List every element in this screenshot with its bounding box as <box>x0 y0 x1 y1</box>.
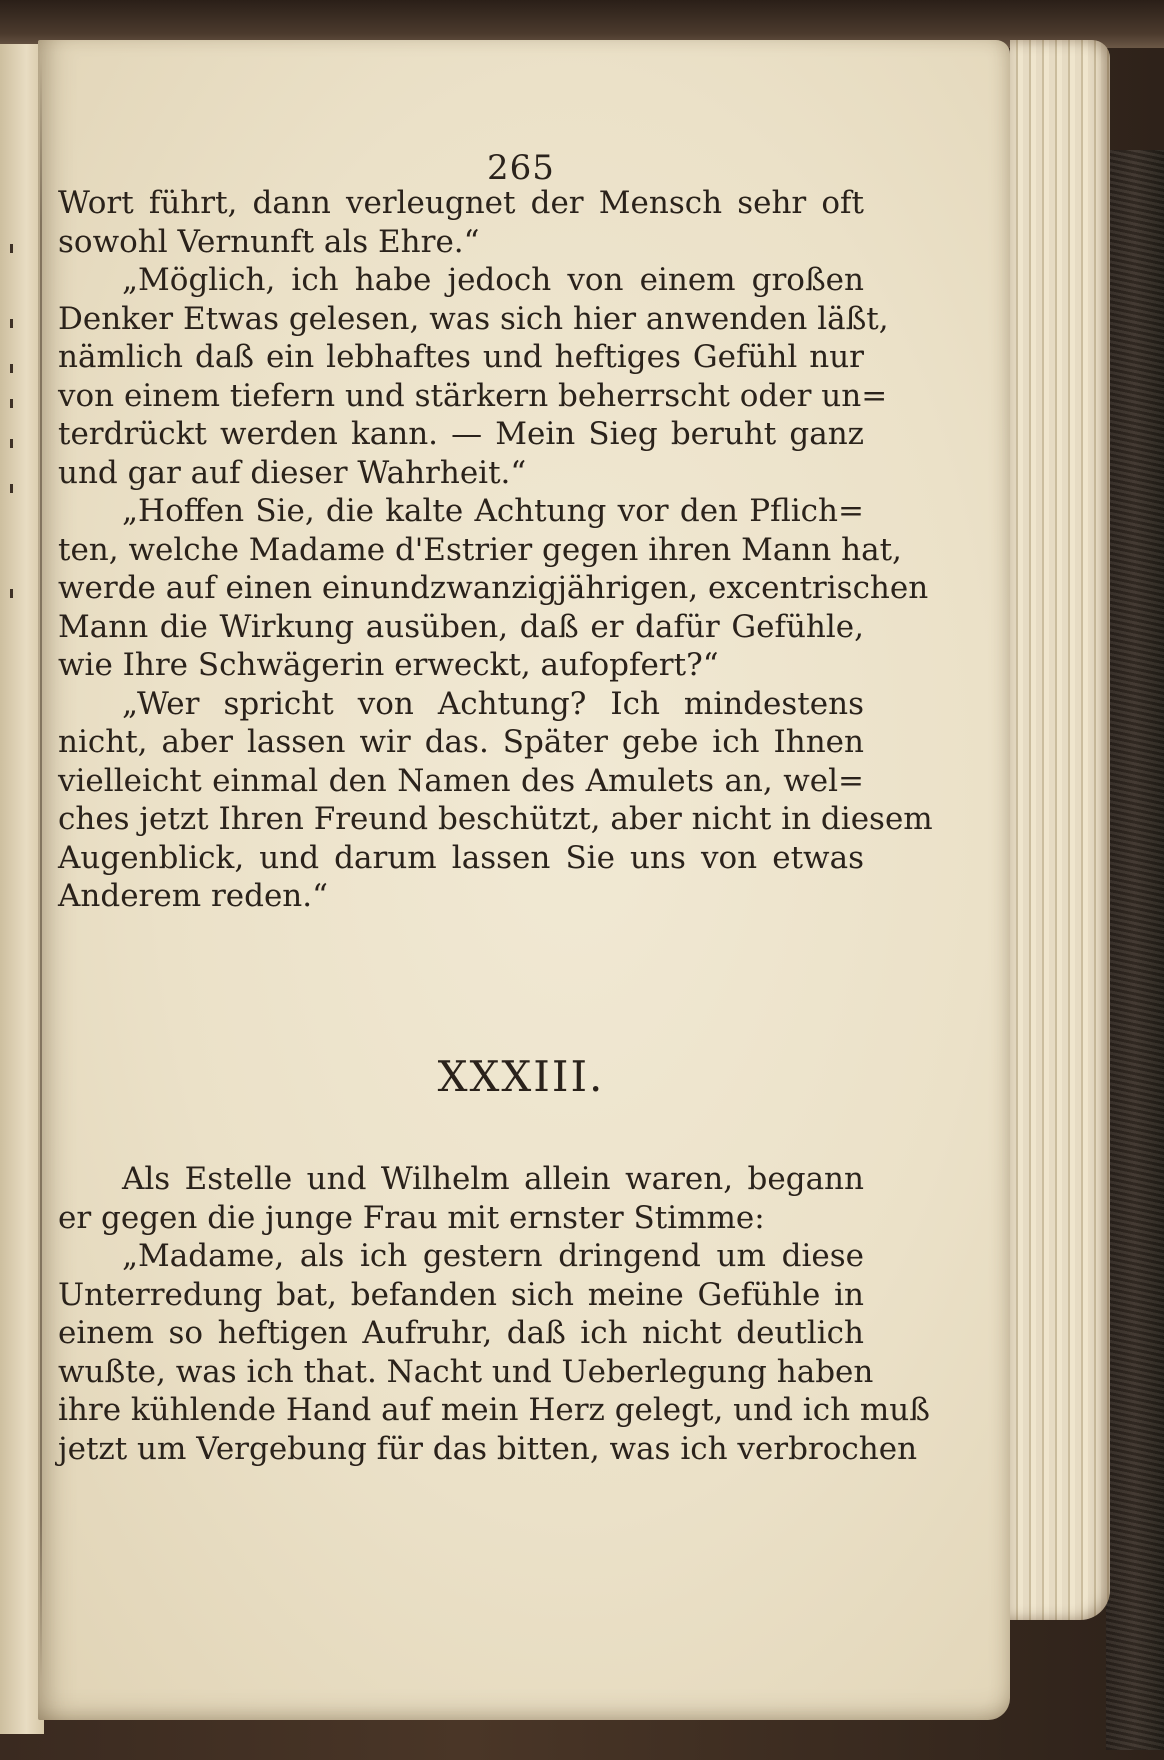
left-page-mark <box>10 364 13 373</box>
text-line: und gar auf dieser Wahrheit.“ <box>58 454 527 491</box>
text-line: „Madame, als ich gestern dringend um diese <box>122 1238 864 1274</box>
text-line: terdrückt werden kann. — Mein Sieg beruht ganz <box>58 416 864 452</box>
text-line: werde auf einen einundzwanzigjährigen, excentrischen <box>58 570 929 606</box>
text-line: einem so heftigen Aufruhr, daß ich nicht deutlich <box>58 1315 864 1351</box>
page-edges <box>1010 40 1110 1620</box>
text-line: von einem tiefern und stärkern beherrscht oder un= <box>58 377 888 414</box>
text-line: „Wer spricht von Achtung? Ich mindestens <box>122 685 864 722</box>
text-line: Mann die Wirkung ausüben, daß er dafür Gefühle, <box>58 608 864 645</box>
gutter-shadow <box>40 60 42 1680</box>
text-line: Als Estelle und Wilhelm allein waren, begann <box>122 1161 864 1197</box>
chapter-heading: XXXIII. <box>437 1052 605 1101</box>
text-line: ten, welche Madame d'Estrier gegen ihren Mann hat, <box>58 531 902 568</box>
text-block-top <box>58 184 933 916</box>
text-line: Anderem reden.“ <box>58 878 328 914</box>
text-line: Augenblick, und darum lassen Sie uns von etwas <box>58 839 864 876</box>
left-page-mark <box>10 319 13 328</box>
text-line: ihre kühlende Hand auf mein Herz gelegt, und ich muß <box>58 1392 930 1428</box>
book-page <box>38 40 1010 1720</box>
left-page-mark <box>10 484 13 493</box>
book-cover-right <box>1106 150 1164 1750</box>
text-line: nicht, aber lassen wir das. Später gebe ich Ihnen <box>58 724 864 760</box>
text-line: er gegen die junge Frau mit ernster Stimme: <box>58 1199 765 1236</box>
text-line: vielleicht einmal den Namen des Amulets an, wel= <box>58 762 864 799</box>
text-line: wußte, was ich that. Nacht und Ueberlegung haben <box>58 1353 874 1390</box>
text-line: nämlich daß ein lebhaftes und heftiges Gefühl nur <box>58 339 864 375</box>
text-line: wie Ihre Schwägerin erweckt, aufopfert?“ <box>58 647 719 683</box>
text-block-bottom <box>58 1160 930 1468</box>
text-line: ches jetzt Ihren Freund beschützt, aber nicht in diesem <box>58 801 933 837</box>
text-line: Wort führt, dann verleugnet der Mensch sehr oft <box>58 185 864 221</box>
text-line: Unterredung bat, befanden sich meine Gefühle in <box>58 1276 864 1313</box>
left-page-mark <box>10 439 13 448</box>
left-page-mark <box>10 244 13 253</box>
text-line: sowohl Vernunft als Ehre.“ <box>58 223 480 260</box>
left-page-mark <box>10 589 13 598</box>
page-number: 265 <box>487 148 555 188</box>
left-page-mark <box>10 399 13 408</box>
text-line: Denker Etwas gelesen, was sich hier anwenden läßt, <box>58 300 889 337</box>
text-line: „Möglich, ich habe jedoch von einem großen <box>122 262 864 298</box>
text-line: „Hoffen Sie, die kalte Achtung vor den Pflich= <box>122 493 864 529</box>
text-line: jetzt um Vergebung für das bitten, was ich verbrochen <box>58 1430 918 1467</box>
